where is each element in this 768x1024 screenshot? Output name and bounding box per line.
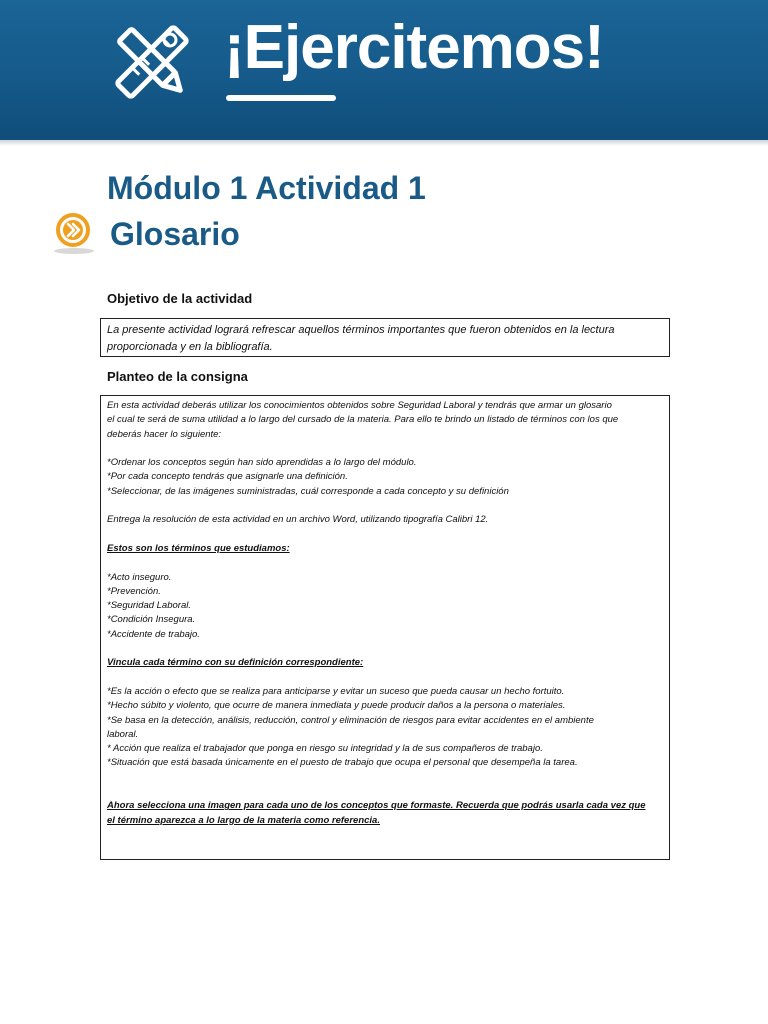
step-item: *Seleccionar, de las imágenes suministradas, cuál corresponde a cada concepto y su definición <box>107 485 509 497</box>
module-title: Módulo 1 Actividad 1 <box>107 170 426 206</box>
banner-title: ¡Ejercitemos! <box>224 13 604 82</box>
ruler-pencil-icon <box>112 18 192 106</box>
term-item: *Prevención. <box>107 585 161 597</box>
intro-line: En esta actividad deberás utilizar los conocimientos obtenidos sobre Seguridad Laboral y tendrás que armar un glosario <box>107 400 612 411</box>
definition-item: laboral. <box>107 728 139 740</box>
header-banner <box>0 0 768 140</box>
step-item: *Por cada concepto tendrás que asignarle una definición. <box>107 471 348 483</box>
definitions-heading: Vincula cada término con su definición correspondiente: <box>107 657 364 669</box>
definition-item: *Se basa en la detección, análisis, reducción, control y eliminación de riesgos para evitar accidentes en el ambiente <box>107 714 594 726</box>
intro-line: el cual te será de suma utilidad a lo largo del cursado de la materia. Para ello te brindo un listado de términos con los que <box>107 414 619 426</box>
term-item: *Condición Insegura. <box>107 614 196 626</box>
objective-heading: Objetivo de la actividad <box>107 291 253 306</box>
definition-item: *Es la acción o efecto que se realiza para anticiparse y evitar un suceso que pueda causar un hecho fortuito. <box>107 685 565 697</box>
definition-item: * Acción que realiza el trabajador que ponga en riesgo su integridad y la de sus compañeros de trabajo. <box>107 743 543 755</box>
objective-line: proporcionada y en la bibliografía. <box>107 341 273 353</box>
delivery-line: Entrega la resolución de esta actividad en un archivo Word, utilizando tipografía Calibri 12. <box>107 514 489 526</box>
term-item: *Accidente de trabajo. <box>107 628 200 640</box>
final-instruction: Ahora selecciona una imagen para cada uno de los conceptos que formaste. Recuerda que podrás usarla cada vez que <box>107 800 646 812</box>
banner-shadow <box>0 140 768 146</box>
intro-line: deberás hacer lo siguiente: <box>107 428 222 440</box>
final-instruction: el término aparezca a lo largo de la materia como referencia. <box>107 814 380 826</box>
step-item: *Ordenar los conceptos según han sido aprendidas a lo largo del módulo. <box>107 457 417 469</box>
banner-underline <box>226 95 336 101</box>
consigna-heading: Planteo de la consigna <box>107 369 248 384</box>
objective-line: La presente actividad logrará refrescar aquellos términos importantes que fueron obtenidos en la lectura <box>107 324 615 336</box>
definition-item: *Hecho súbito y violento, que ocurre de manera inmediata y puede producir daños a la persona o materiales. <box>107 700 566 712</box>
page-subtitle: Glosario <box>110 216 240 252</box>
term-item: *Seguridad Laboral. <box>107 600 191 612</box>
objective-box <box>100 318 670 357</box>
consigna-box <box>100 395 670 860</box>
definition-item: *Situación que está basada únicamente en el puesto de trabajo que ocupa el personal que desempeña la tarea. <box>107 757 578 769</box>
double-chevron-right-icon <box>52 211 96 255</box>
terms-heading: Estos son los términos que estudiamos: <box>107 542 290 554</box>
term-item: *Acto inseguro. <box>107 571 172 583</box>
